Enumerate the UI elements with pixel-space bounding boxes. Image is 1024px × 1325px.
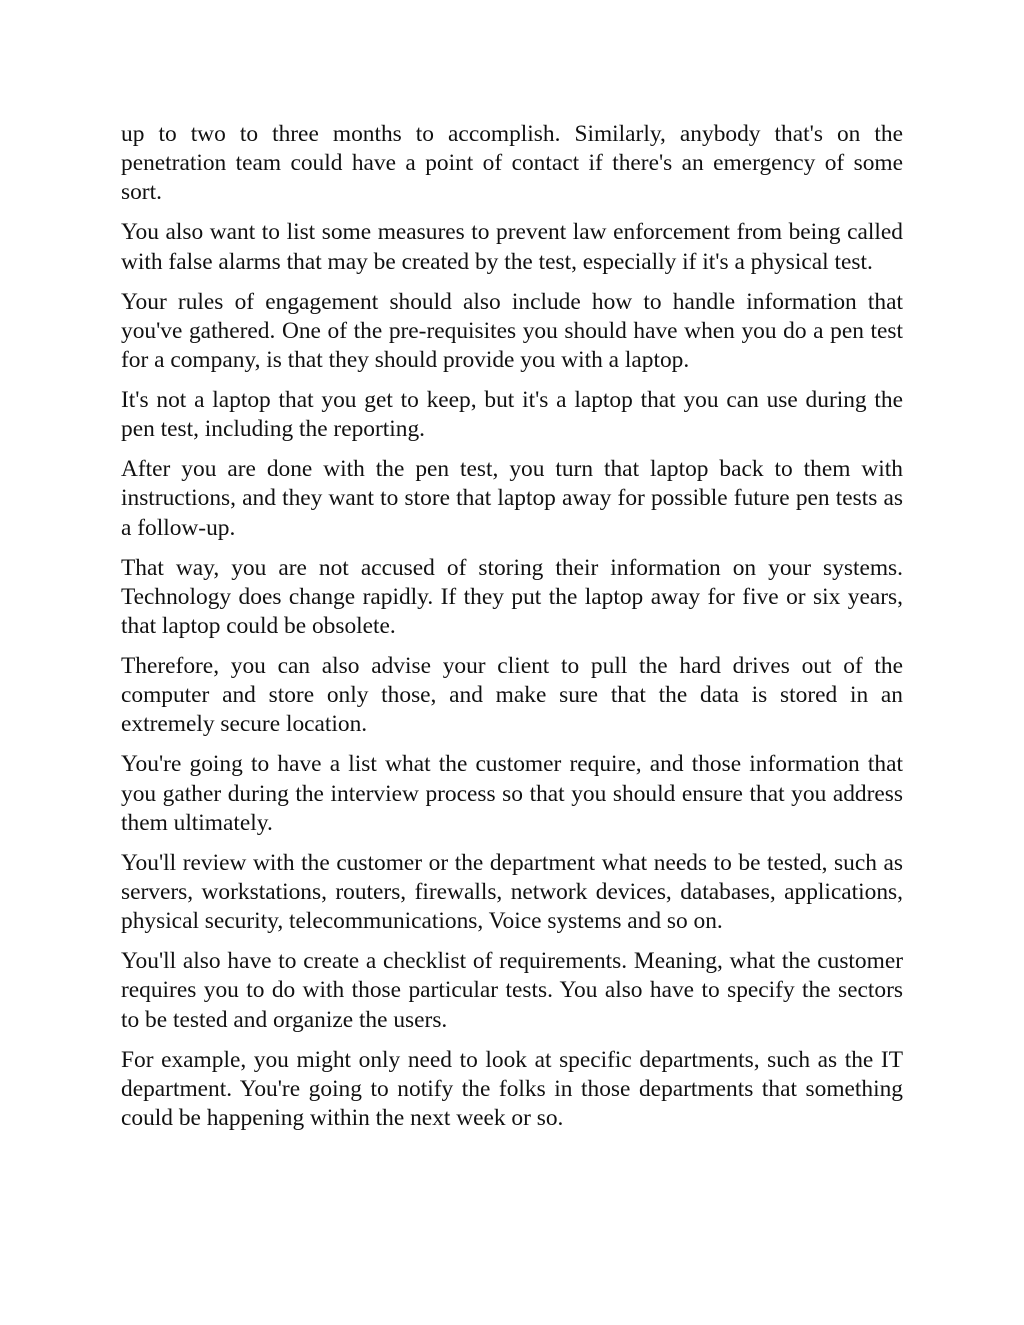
paragraph: It's not a laptop that you get to keep, but it's a laptop that you can use during the pen test, including the reporting. — [121, 387, 903, 443]
paragraph: You're going to have a list what the customer require, and those information that you gather during the interview process so that you should ensure that you address them ultimately. — [121, 751, 903, 836]
paragraph: You'll review with the customer or the department what needs to be tested, such as servers, workstations, routers, firewalls, network devices, databases, applications, physical security, telecommunications, Voice systems and so on. — [121, 849, 903, 935]
paragraph: You'll also have to create a checklist of requirements. Meaning, what the customer requires you to do with those particular tests. You also have to specify the sectors to be tested and organize the users. — [121, 948, 903, 1033]
paragraph: up to two to three months to accomplish. Similarly, anybody that's on the penetration team could have a point of contact if there's an emergency of some sort. — [121, 121, 903, 206]
paragraph: Your rules of engagement should also include how to handle information that you've gathered. One of the pre-requisites you should have when you do a pen test for a company, is that they should provide you with a laptop. — [121, 288, 903, 374]
paragraph: After you are done with the pen test, you turn that laptop back to them with instructions, and they want to store that laptop away for possible future pen tests as a follow-up. — [121, 456, 903, 541]
paragraph: You also want to list some measures to prevent law enforcement from being called with false alarms that may be created by the test, especially if it's a physical test. — [121, 219, 903, 275]
document-page — [121, 120, 903, 1144]
paragraph: Therefore, you can also advise your client to pull the hard drives out of the computer and store only those, and make sure that the data is stored in an extremely secure location. — [121, 653, 903, 738]
paragraph: That way, you are not accused of storing their information on your systems. Technology does change rapidly. If they put the laptop away for five or six years, that laptop could be obsolete. — [121, 554, 903, 640]
paragraph: For example, you might only need to look at specific departments, such as the IT department. You're going to notify the folks in those departments that something could be happening within the next week or so. — [121, 1046, 903, 1132]
